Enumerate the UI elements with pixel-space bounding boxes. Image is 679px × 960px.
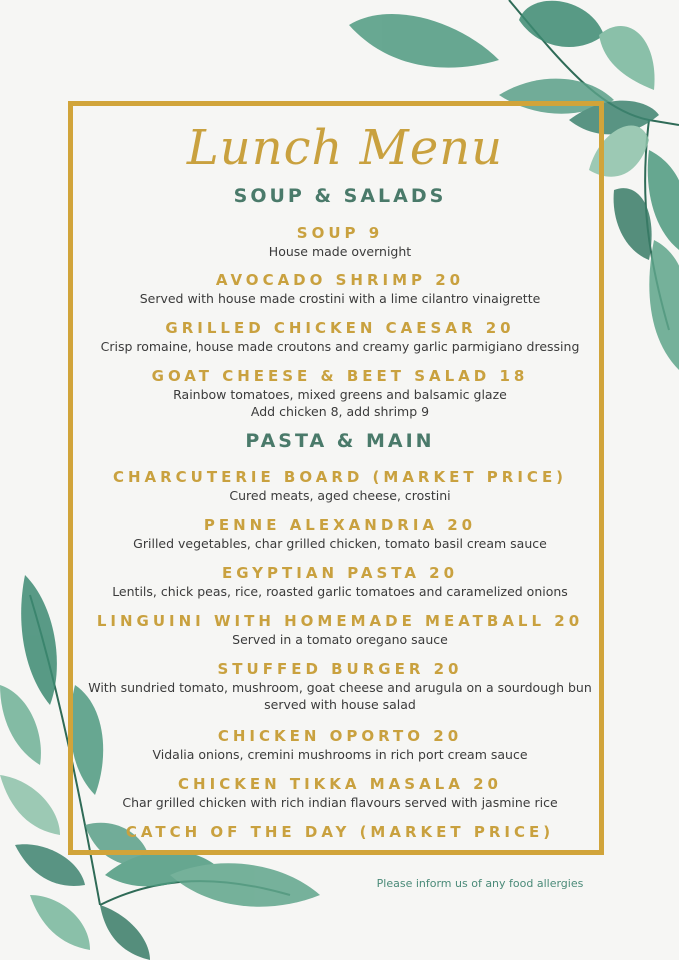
menu-item-description: Cured meats, aged cheese, crostini — [229, 488, 451, 503]
menu-item-description: Rainbow tomatoes, mixed greens and balsamic glaze — [173, 387, 507, 402]
menu-item-name: CHICKEN OPORTO 20 — [217, 727, 463, 745]
menu-item-description: Char grilled chicken with rich indian flavours served with jasmine rice — [122, 795, 558, 810]
menu-item-name: LINGUINI WITH HOMEMADE MEATBALL 20 — [96, 612, 584, 630]
menu-item-description: Served in a tomato oregano sauce — [232, 632, 448, 647]
menu-item-name: CHARCUTERIE BOARD (MARKET PRICE) — [112, 468, 568, 486]
menu-item-description: Served with house made crostini with a lime cilantro vinaigrette — [139, 291, 541, 306]
section-heading: PASTA & MAIN — [245, 430, 435, 452]
menu-item-name: CHICKEN TIKKA MASALA 20 — [178, 775, 502, 793]
menu-item-description: Grilled vegetables, char grilled chicken, tomato basil cream sauce — [133, 536, 547, 551]
menu-title: Lunch Menu — [186, 120, 504, 176]
menu-item-description: Lentils, chick peas, rice, roasted garlic tomatoes and caramelized onions — [112, 584, 568, 599]
menu-item-description: With sundried tomato, mushroom, goat cheese and arugula on a sourdough bun — [88, 680, 592, 695]
allergy-notice: Please inform us of any food allergies — [376, 877, 584, 890]
menu-item-name: GOAT CHEESE & BEET SALAD 18 — [151, 367, 529, 385]
section-heading: SOUP & SALADS — [233, 185, 447, 207]
menu-item-name: PENNE ALEXANDRIA 20 — [203, 516, 477, 534]
menu-item-name: STUFFED BURGER 20 — [217, 660, 463, 678]
menu-item-name: GRILLED CHICKEN CAESAR 20 — [165, 319, 515, 337]
menu-item-name: AVOCADO SHRIMP 20 — [215, 271, 465, 289]
menu-item-name: SOUP 9 — [296, 224, 384, 242]
menu-item-name: EGYPTIAN PASTA 20 — [221, 564, 459, 582]
menu-item-description: Add chicken 8, add shrimp 9 — [250, 404, 430, 419]
menu-item-description: Crisp romaine, house made croutons and creamy garlic parmigiano dressing — [100, 339, 580, 354]
menu-item-description: Vidalia onions, cremini mushrooms in rich port cream sauce — [152, 747, 528, 762]
menu-item-description: House made overnight — [268, 244, 412, 259]
menu-item-name: CATCH OF THE DAY (MARKET PRICE) — [125, 823, 555, 841]
menu-item-description: served with house salad — [264, 697, 416, 712]
